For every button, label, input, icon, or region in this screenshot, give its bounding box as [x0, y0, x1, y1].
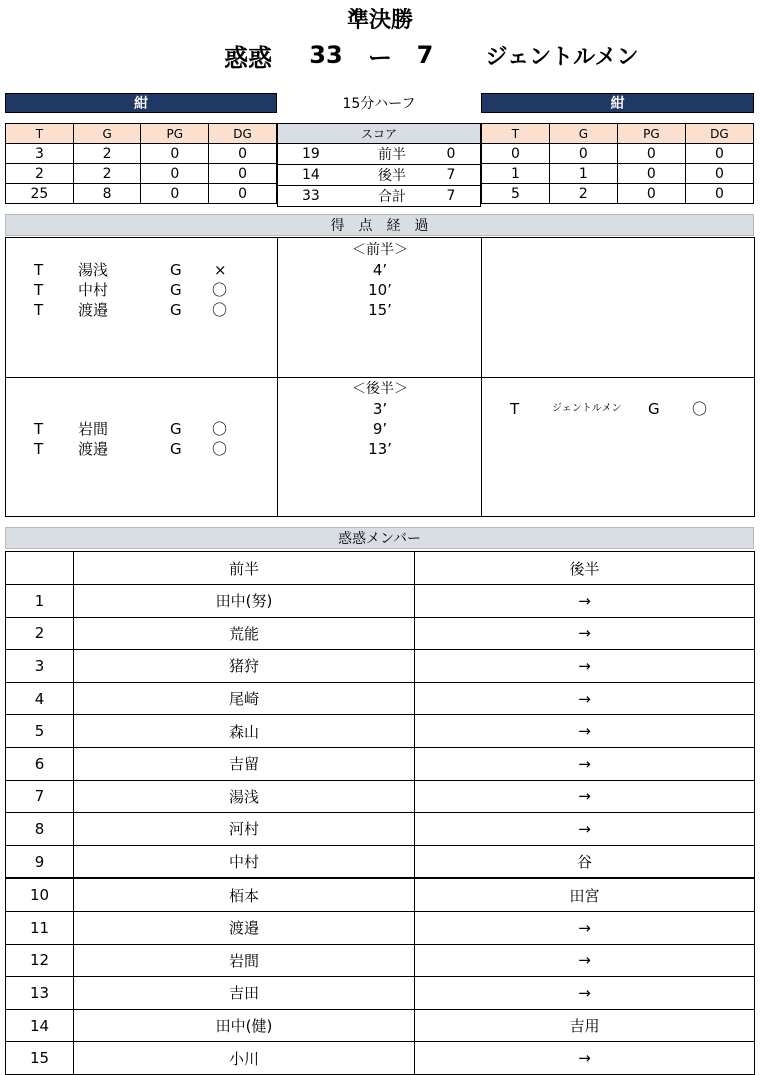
home-score-table: [5, 123, 277, 204]
half-score-table: [277, 123, 481, 207]
score-cell: 0: [617, 184, 685, 204]
player-name: 湯浅: [78, 261, 109, 279]
member-row: [6, 617, 755, 650]
score-cell: 0: [209, 164, 277, 184]
goal-result: 〇: [212, 440, 228, 458]
score-time: 13’: [368, 440, 392, 458]
score-label: スコア: [278, 124, 481, 144]
member-number: 2: [6, 617, 74, 650]
player-name: 渡邉: [78, 440, 109, 458]
goal-label: G: [648, 400, 660, 418]
score-cell: 0: [549, 144, 617, 164]
goal-label: G: [170, 301, 182, 319]
member-row: [6, 585, 755, 618]
half-label: 後半: [362, 165, 422, 186]
member-row: [6, 944, 755, 977]
second-half-player: →: [415, 715, 755, 748]
second-half-player: 吉用: [415, 1009, 755, 1042]
score-cell: 0: [482, 144, 550, 164]
member-row: [6, 780, 755, 813]
home-half-score: 14: [278, 165, 363, 186]
match-title: 準決勝: [346, 7, 413, 33]
scorer-row: [6, 419, 277, 439]
score-type: T: [34, 440, 44, 458]
member-number: 5: [6, 715, 74, 748]
player-name: 中村: [78, 281, 109, 299]
member-number: 6: [6, 747, 74, 780]
scorer-row: [6, 300, 277, 320]
half-label: 前半: [362, 144, 422, 165]
header-pg: PG: [141, 124, 209, 144]
scorer-row: [6, 280, 277, 300]
score-time: 9’: [372, 420, 388, 438]
player-name: ジェントルメン: [552, 403, 622, 414]
member-row: [6, 650, 755, 683]
second-half-player: →: [415, 911, 755, 944]
scoring-progress-header: 得 点 経 過: [5, 214, 754, 236]
score-time: 10’: [368, 281, 392, 299]
score-cell: 2: [73, 164, 141, 184]
second-half-player: →: [415, 747, 755, 780]
goal-label: G: [170, 261, 182, 279]
first-half-player: 岩間: [74, 944, 415, 977]
member-number: 3: [6, 650, 74, 683]
first-half-player: 森山: [74, 715, 415, 748]
member-number: 4: [6, 682, 74, 715]
scoring-progress-grid: [5, 237, 755, 517]
member-number: 1: [6, 585, 74, 618]
grid-divider: [6, 377, 754, 378]
scorer-row: [6, 260, 277, 280]
score-type: T: [34, 261, 44, 279]
goal-result: ×: [214, 261, 227, 279]
score-cell: 0: [141, 164, 209, 184]
score-cell: 0: [141, 184, 209, 204]
first-half-player: 猪狩: [74, 650, 415, 683]
away-color-bar: 紺: [481, 93, 754, 113]
member-number: 15: [6, 1042, 74, 1075]
header-dg: DG: [209, 124, 277, 144]
goal-result: 〇: [212, 281, 228, 299]
score-cell: 5: [482, 184, 550, 204]
first-half-home-scorers: [6, 260, 277, 320]
member-row: [6, 715, 755, 748]
score-cell: 2: [6, 164, 74, 184]
second-half-player: →: [415, 780, 755, 813]
score-cell: 2: [73, 144, 141, 164]
first-half-player: 吉留: [74, 747, 415, 780]
score-cell: 2: [549, 184, 617, 204]
first-half-player: 田中(努): [74, 585, 415, 618]
first-half-player: 湯浅: [74, 780, 415, 813]
members-table: [5, 551, 755, 1075]
score-time: 4’: [372, 261, 388, 279]
member-row: [6, 878, 755, 911]
first-half-player: 吉田: [74, 977, 415, 1010]
score-cell: 8: [73, 184, 141, 204]
player-name: 渡邉: [78, 301, 109, 319]
member-row: [6, 747, 755, 780]
header-g: G: [549, 124, 617, 144]
away-team-name: ジェントルメン: [485, 44, 639, 70]
score-dash: ー: [368, 43, 392, 72]
member-number: 14: [6, 1009, 74, 1042]
away-total-score: 7: [422, 186, 481, 207]
score-cell: 0: [685, 144, 753, 164]
score-time: 15’: [368, 301, 392, 319]
member-number: 13: [6, 977, 74, 1010]
score-cell: 0: [617, 144, 685, 164]
second-half-home-scorers: [6, 419, 277, 459]
second-half-player: 田宮: [415, 878, 755, 911]
first-half-player: 小川: [74, 1042, 415, 1075]
score-time: 3’: [372, 400, 388, 418]
second-half-player: →: [415, 944, 755, 977]
score-cell: 0: [617, 164, 685, 184]
member-number: 7: [6, 780, 74, 813]
column-header-first-half: 前半: [74, 552, 415, 585]
member-number: 10: [6, 878, 74, 911]
header-pg: PG: [617, 124, 685, 144]
first-half-player: 田中(健): [74, 1009, 415, 1042]
second-half-times: [278, 379, 482, 459]
first-half-player: 渡邉: [74, 911, 415, 944]
away-half-score: 0: [422, 144, 481, 165]
total-label: 合計: [362, 186, 422, 207]
second-half-away-scorers: [482, 399, 754, 419]
member-row: [6, 1042, 755, 1075]
member-number: 11: [6, 911, 74, 944]
second-half-player: →: [415, 682, 755, 715]
away-score: 7: [416, 41, 434, 69]
member-row: [6, 911, 755, 944]
score-cell: 0: [685, 184, 753, 204]
score-type: T: [34, 281, 44, 299]
score-cell: 25: [6, 184, 74, 204]
score-cell: 1: [549, 164, 617, 184]
second-half-player: →: [415, 813, 755, 846]
score-type: T: [510, 400, 520, 418]
scorer-row: [482, 399, 754, 419]
column-header-number: [6, 552, 74, 585]
member-row: [6, 845, 755, 878]
first-half-player: 河村: [74, 813, 415, 846]
second-half-player: →: [415, 617, 755, 650]
header-dg: DG: [685, 124, 753, 144]
goal-label: G: [170, 420, 182, 438]
score-cell: 3: [6, 144, 74, 164]
home-half-score: 19: [278, 144, 363, 165]
header-g: G: [73, 124, 141, 144]
second-half-label: ＜後半＞: [352, 381, 408, 397]
column-header-second-half: 後半: [415, 552, 755, 585]
second-half-player: →: [415, 585, 755, 618]
score-cell: 1: [482, 164, 550, 184]
scorer-row: [6, 439, 277, 459]
member-row: [6, 682, 755, 715]
score-cell: 0: [685, 164, 753, 184]
goal-label: G: [170, 440, 182, 458]
away-half-score: 7: [422, 165, 481, 186]
first-half-label: ＜前半＞: [352, 242, 408, 258]
first-half-times: [278, 240, 482, 320]
members-header: 惑惑メンバー: [5, 527, 754, 549]
score-cell: 0: [141, 144, 209, 164]
member-number: 12: [6, 944, 74, 977]
second-half-player: →: [415, 977, 755, 1010]
home-color-bar: 紺: [5, 93, 277, 113]
member-number: 8: [6, 813, 74, 846]
home-team-name: 惑惑: [224, 43, 272, 72]
second-half-player: 谷: [415, 845, 755, 878]
second-half-player: →: [415, 1042, 755, 1075]
member-row: [6, 1009, 755, 1042]
goal-result: 〇: [212, 301, 228, 319]
score-type: T: [34, 420, 44, 438]
score-cell: 0: [209, 184, 277, 204]
second-half-player: →: [415, 650, 755, 683]
home-total-score: 33: [278, 186, 363, 207]
goal-result: 〇: [692, 400, 708, 418]
half-length: 15分ハーフ: [342, 96, 416, 112]
member-row: [6, 813, 755, 846]
first-half-player: 荒能: [74, 617, 415, 650]
header-t: T: [6, 124, 74, 144]
goal-result: 〇: [212, 420, 228, 438]
home-score: 33: [309, 41, 343, 69]
member-number: 9: [6, 845, 74, 878]
goal-label: G: [170, 281, 182, 299]
first-half-player: 尾崎: [74, 682, 415, 715]
score-cell: 0: [209, 144, 277, 164]
away-score-table: [481, 123, 754, 204]
first-half-player: 中村: [74, 845, 415, 878]
header-t: T: [482, 124, 550, 144]
score-type: T: [34, 301, 44, 319]
member-row: [6, 977, 755, 1010]
first-half-player: 栢本: [74, 878, 415, 911]
player-name: 岩間: [78, 420, 109, 438]
